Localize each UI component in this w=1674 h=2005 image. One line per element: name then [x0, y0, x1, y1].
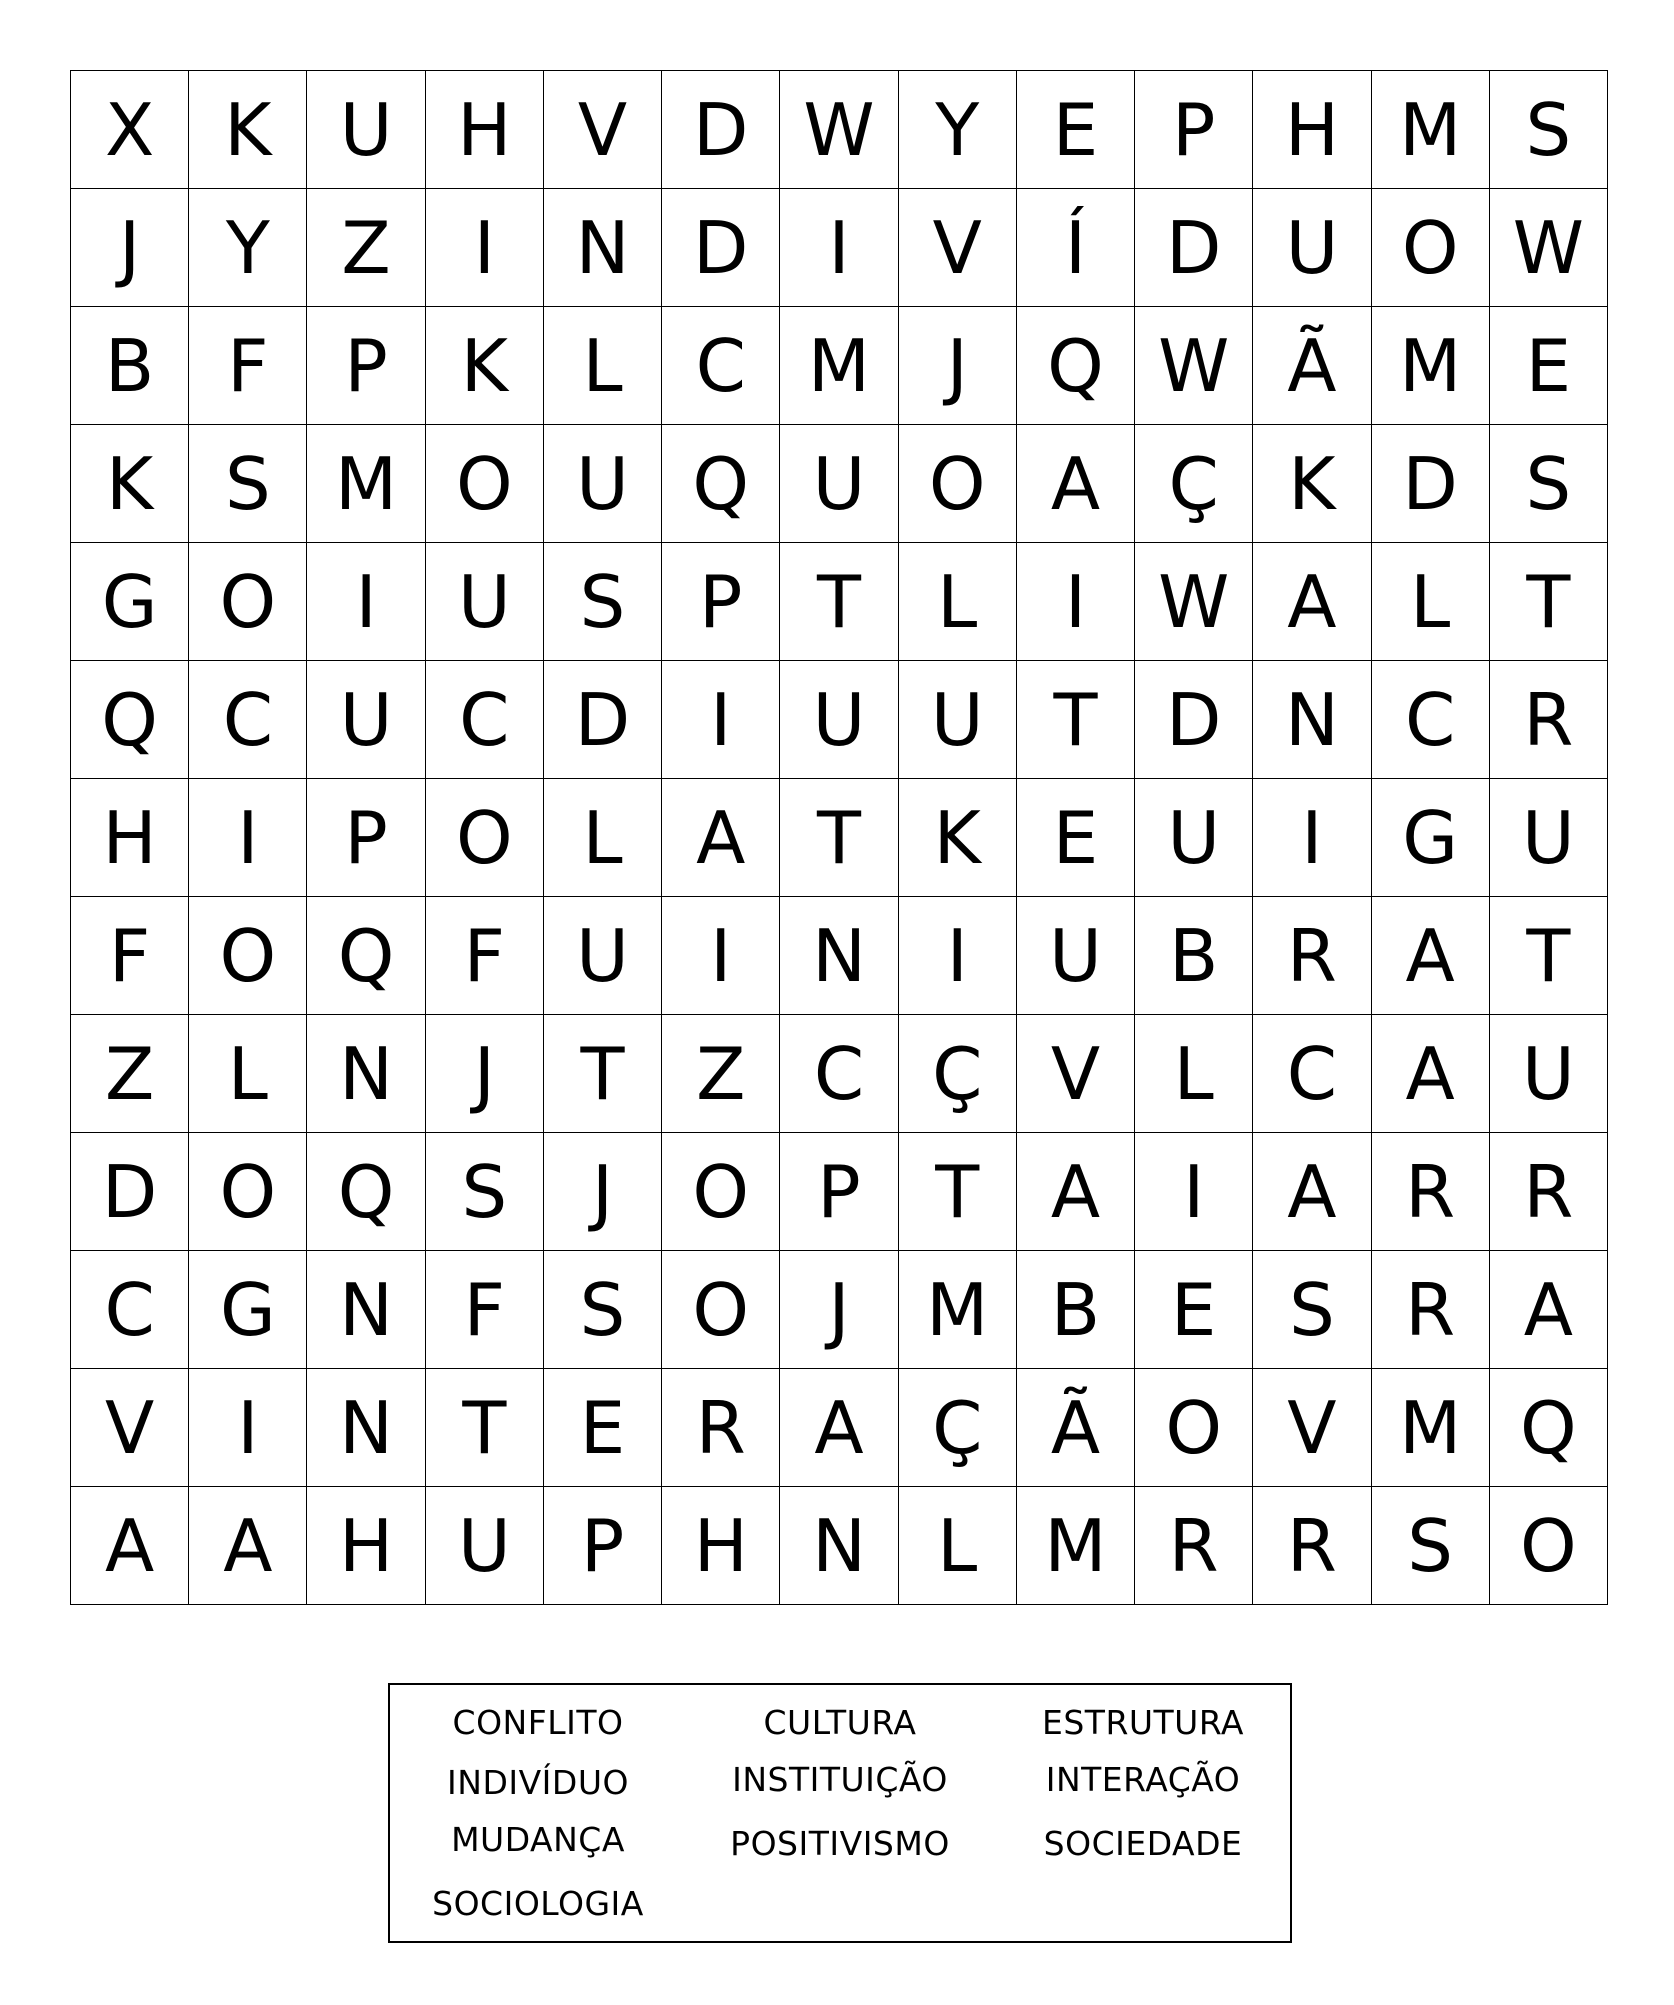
grid-cell: Z: [71, 1015, 189, 1133]
grid-cell: U: [1017, 897, 1135, 1015]
grid-cell: O: [899, 425, 1017, 543]
grid-cell: O: [189, 1133, 307, 1251]
grid-cell: U: [1490, 779, 1608, 897]
grid-cell: M: [1372, 71, 1490, 189]
grid-cell: N: [1253, 661, 1371, 779]
grid-cell: S: [1490, 71, 1608, 189]
grid-cell: D: [662, 189, 780, 307]
grid-cell: A: [71, 1487, 189, 1605]
grid-cell: Q: [1490, 1369, 1608, 1487]
grid-cell: P: [307, 779, 425, 897]
grid-cell: U: [307, 661, 425, 779]
grid-cell: T: [544, 1015, 662, 1133]
grid-cell: K: [189, 71, 307, 189]
grid-cell: D: [544, 661, 662, 779]
grid-cell: O: [426, 425, 544, 543]
grid-cell: I: [426, 189, 544, 307]
grid-cell: J: [426, 1015, 544, 1133]
grid-cell: U: [1135, 779, 1253, 897]
grid-cell: C: [662, 307, 780, 425]
grid-cell: A: [662, 779, 780, 897]
grid-cell: A: [1017, 1133, 1135, 1251]
word-mudanca: MUDANÇA: [451, 1820, 625, 1859]
grid-cell: T: [780, 543, 898, 661]
grid-cell: O: [1490, 1487, 1608, 1605]
grid-cell: H: [662, 1487, 780, 1605]
word-interacao: INTERAÇÃO: [1045, 1760, 1241, 1799]
grid-cell: W: [1135, 307, 1253, 425]
grid-cell: V: [544, 71, 662, 189]
grid-cell: S: [189, 425, 307, 543]
grid-cell: I: [662, 661, 780, 779]
word-estrutura: ESTRUTURA: [1041, 1703, 1245, 1742]
grid-cell: A: [1253, 543, 1371, 661]
grid-cell: A: [1372, 1015, 1490, 1133]
grid-cell: E: [1490, 307, 1608, 425]
grid-cell: I: [189, 779, 307, 897]
grid-cell: C: [189, 661, 307, 779]
grid-cell: L: [1135, 1015, 1253, 1133]
grid-cell: I: [899, 897, 1017, 1015]
grid-cell: O: [189, 543, 307, 661]
grid-cell: I: [189, 1369, 307, 1487]
grid-cell: I: [780, 189, 898, 307]
grid-cell: U: [307, 71, 425, 189]
grid-cell: L: [899, 1487, 1017, 1605]
grid-cell: F: [426, 1251, 544, 1369]
grid-cell: A: [189, 1487, 307, 1605]
word-search-grid: [70, 70, 1608, 1605]
grid-cell: U: [544, 897, 662, 1015]
grid-cell: G: [1372, 779, 1490, 897]
grid-cell: U: [426, 543, 544, 661]
word-sociologia: SOCIOLOGIA: [432, 1884, 644, 1923]
word-list-box: [388, 1683, 1292, 1943]
grid-cell: O: [1135, 1369, 1253, 1487]
grid-cell: U: [899, 661, 1017, 779]
grid-cell: Ç: [899, 1015, 1017, 1133]
grid-cell: B: [1135, 897, 1253, 1015]
grid-cell: F: [426, 897, 544, 1015]
grid-cell: M: [899, 1251, 1017, 1369]
grid-cell: Ã: [1253, 307, 1371, 425]
grid-cell: K: [899, 779, 1017, 897]
grid-cell: E: [1017, 71, 1135, 189]
grid-cell: T: [1490, 897, 1608, 1015]
grid-cell: K: [426, 307, 544, 425]
grid-cell: F: [189, 307, 307, 425]
grid-cell: C: [426, 661, 544, 779]
grid-cell: U: [780, 661, 898, 779]
grid-cell: U: [544, 425, 662, 543]
grid-cell: R: [1372, 1251, 1490, 1369]
grid-cell: R: [1253, 1487, 1371, 1605]
grid-cell: R: [1253, 897, 1371, 1015]
grid-cell: F: [71, 897, 189, 1015]
grid-cell: C: [1253, 1015, 1371, 1133]
grid-cell: T: [426, 1369, 544, 1487]
grid-cell: H: [71, 779, 189, 897]
grid-cell: R: [1490, 1133, 1608, 1251]
grid-cell: Ç: [899, 1369, 1017, 1487]
grid-cell: E: [1017, 779, 1135, 897]
grid-cell: M: [307, 425, 425, 543]
grid-cell: J: [544, 1133, 662, 1251]
grid-cell: I: [1017, 543, 1135, 661]
grid-cell: O: [1372, 189, 1490, 307]
grid-cell: B: [1017, 1251, 1135, 1369]
word-instituicao: INSTITUIÇÃO: [732, 1760, 948, 1799]
grid-cell: S: [1490, 425, 1608, 543]
grid-cell: L: [189, 1015, 307, 1133]
grid-cell: M: [1372, 1369, 1490, 1487]
grid-cell: N: [307, 1369, 425, 1487]
grid-cell: R: [1372, 1133, 1490, 1251]
grid-cell: D: [662, 71, 780, 189]
grid-cell: P: [307, 307, 425, 425]
grid-cell: Q: [662, 425, 780, 543]
grid-cell: O: [662, 1133, 780, 1251]
grid-cell: J: [780, 1251, 898, 1369]
grid-cell: O: [189, 897, 307, 1015]
grid-cell: N: [780, 1487, 898, 1605]
grid-cell: L: [544, 779, 662, 897]
grid-cell: E: [544, 1369, 662, 1487]
grid-cell: D: [71, 1133, 189, 1251]
grid-cell: C: [780, 1015, 898, 1133]
grid-cell: I: [1253, 779, 1371, 897]
grid-cell: G: [71, 543, 189, 661]
word-cultura: CULTURA: [763, 1703, 917, 1742]
grid-cell: L: [544, 307, 662, 425]
grid-cell: B: [71, 307, 189, 425]
grid-cell: Ã: [1017, 1369, 1135, 1487]
word-individuo: INDIVÍDUO: [447, 1763, 629, 1802]
grid-cell: A: [1372, 897, 1490, 1015]
grid-cell: R: [662, 1369, 780, 1487]
grid-cell: N: [307, 1251, 425, 1369]
grid-cell: J: [71, 189, 189, 307]
grid-cell: I: [1135, 1133, 1253, 1251]
grid-cell: S: [544, 543, 662, 661]
word-conflito: CONFLITO: [452, 1703, 624, 1742]
grid-cell: E: [1135, 1251, 1253, 1369]
grid-cell: M: [780, 307, 898, 425]
grid-cell: H: [1253, 71, 1371, 189]
grid-cell: P: [662, 543, 780, 661]
grid-cell: O: [426, 779, 544, 897]
grid-cell: N: [544, 189, 662, 307]
grid-cell: X: [71, 71, 189, 189]
grid-cell: S: [544, 1251, 662, 1369]
grid-cell: G: [189, 1251, 307, 1369]
grid-cell: K: [71, 425, 189, 543]
grid-cell: D: [1135, 189, 1253, 307]
grid-cell: V: [1253, 1369, 1371, 1487]
grid-cell: U: [426, 1487, 544, 1605]
grid-cell: Ç: [1135, 425, 1253, 543]
grid-cell: C: [1372, 661, 1490, 779]
grid-cell: V: [1017, 1015, 1135, 1133]
grid-cell: R: [1135, 1487, 1253, 1605]
grid-cell: W: [1490, 189, 1608, 307]
grid-cell: T: [780, 779, 898, 897]
grid-cell: W: [1135, 543, 1253, 661]
grid-cell: N: [780, 897, 898, 1015]
grid-cell: S: [1372, 1487, 1490, 1605]
grid-cell: V: [71, 1369, 189, 1487]
word-positivismo: POSITIVISMO: [730, 1824, 950, 1863]
grid-cell: Q: [307, 897, 425, 1015]
grid-cell: V: [899, 189, 1017, 307]
grid-cell: D: [1135, 661, 1253, 779]
grid-cell: H: [307, 1487, 425, 1605]
grid-cell: M: [1372, 307, 1490, 425]
grid-cell: S: [426, 1133, 544, 1251]
grid-cell: M: [1017, 1487, 1135, 1605]
grid-cell: A: [1017, 425, 1135, 543]
grid-cell: I: [662, 897, 780, 1015]
grid-cell: U: [780, 425, 898, 543]
grid-cell: S: [1253, 1251, 1371, 1369]
grid-cell: Y: [899, 71, 1017, 189]
grid-cell: N: [307, 1015, 425, 1133]
grid-cell: H: [426, 71, 544, 189]
grid-cell: U: [1490, 1015, 1608, 1133]
grid-cell: T: [899, 1133, 1017, 1251]
grid-cell: Q: [307, 1133, 425, 1251]
grid-cell: T: [1490, 543, 1608, 661]
grid-cell: Z: [307, 189, 425, 307]
grid-cell: D: [1372, 425, 1490, 543]
grid-cell: O: [662, 1251, 780, 1369]
grid-cell: Z: [662, 1015, 780, 1133]
grid-cell: Q: [1017, 307, 1135, 425]
grid-cell: T: [1017, 661, 1135, 779]
grid-cell: Q: [71, 661, 189, 779]
grid-cell: P: [1135, 71, 1253, 189]
grid-cell: U: [1253, 189, 1371, 307]
grid-cell: A: [1490, 1251, 1608, 1369]
word-sociedade: SOCIEDADE: [1043, 1824, 1243, 1863]
grid-cell: A: [780, 1369, 898, 1487]
grid-cell: R: [1490, 661, 1608, 779]
grid-cell: I: [307, 543, 425, 661]
grid-cell: Y: [189, 189, 307, 307]
grid-cell: P: [544, 1487, 662, 1605]
grid-cell: C: [71, 1251, 189, 1369]
grid-cell: L: [1372, 543, 1490, 661]
grid-cell: J: [899, 307, 1017, 425]
grid-cell: A: [1253, 1133, 1371, 1251]
grid-cell: L: [899, 543, 1017, 661]
grid-cell: K: [1253, 425, 1371, 543]
grid-cell: Í: [1017, 189, 1135, 307]
grid-cell: P: [780, 1133, 898, 1251]
grid-cell: W: [780, 71, 898, 189]
